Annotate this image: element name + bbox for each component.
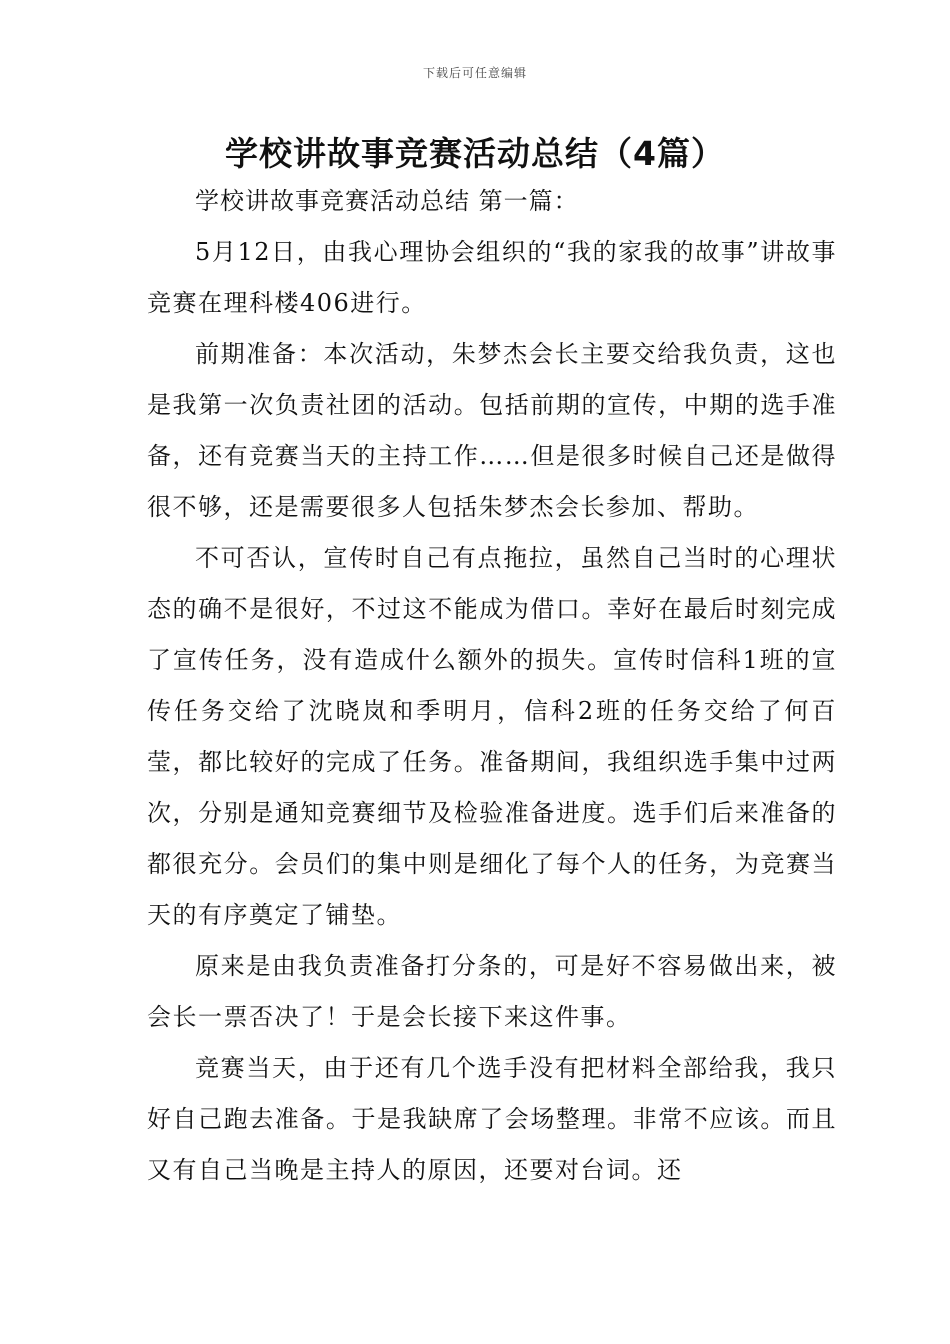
paragraph-2: 前期准备：本次活动，朱梦杰会长主要交给我负责，这也是我第一次负责社团的活动。包括前期的宣传，中期的选手准备，还有竞赛当天的主持工作……但是很多时候自己还是做得很不够，还是需要很多人包括朱梦杰会长参加、帮助。 <box>147 340 837 521</box>
section-heading: 学校讲故事竞赛活动总结 第一篇： <box>195 187 579 215</box>
document-body <box>147 176 837 1196</box>
paragraph-4: 原来是由我负责准备打分条的，可是好不容易做出来，被会长一票否决了！于是会长接下来这件事。 <box>147 952 837 1031</box>
header-note: 下载后可任意编辑 <box>422 66 527 80</box>
paragraph-3: 不可否认，宣传时自己有点拖拉，虽然自己当时的心理状态的确不是很好，不过这不能成为借口。幸好在最后时刻完成了宣传任务，没有造成什么额外的损失。宣传时信科1班的宣传任务交给了沈晓岚和季明月，信科2班的任务交给了何百莹，都比较好的完成了任务。准备期间，我组织选手集中过两次，分别是通知竞赛细节及检验准备进度。选手们后来准备的都很充分。会员们的集中则是细化了每个人的任务，为竞赛当天的有序奠定了铺垫。 <box>147 544 837 929</box>
paragraph-1: 5月12日，由我心理协会组织的“我的家我的故事”讲故事竞赛在理科楼406进行。 <box>147 238 837 317</box>
document-title: 学校讲故事竞赛活动总结（4篇） <box>225 134 725 173</box>
paragraph-5: 竞赛当天，由于还有几个选手没有把材料全部给我，我只好自己跑去准备。于是我缺席了会场整理。非常不应该。而且又有自己当晚是主持人的原因，还要对台词。还 <box>147 1054 837 1184</box>
